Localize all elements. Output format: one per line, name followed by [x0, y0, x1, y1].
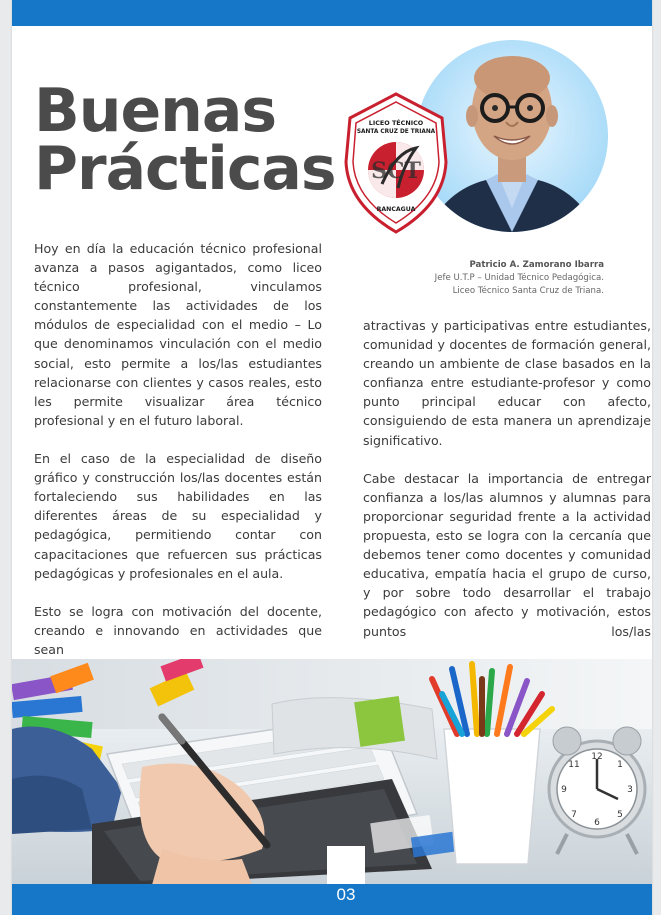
- author-caption: [392, 259, 604, 298]
- logo-top-text-2: SANTA CRUZ DE TRIANA: [356, 129, 436, 135]
- svg-text:11: 11: [568, 760, 580, 770]
- page-number: 03: [336, 885, 356, 904]
- paragraph: Esto se logra con motivación del docente, creando e innovando en actividades que sean: [34, 603, 322, 657]
- title-line-1: Buenas: [34, 76, 277, 146]
- school-crest-icon: [342, 92, 450, 234]
- svg-text:1: 1: [617, 760, 623, 770]
- svg-text:7: 7: [571, 810, 577, 820]
- paragraph: Cabe destacar la importancia de entregar confianza a los/las alumnos y alumnas para proporcionar seguridad frente a la actividad propuesta, esto se logra con la cercanía que debemos tener como docentes y comunidad educativa, empatía hacia el grupo de curso, y por sobre todo desarrollar el trabajo pedagógico con afecto y motivación, estos puntos los/las: [363, 470, 651, 639]
- author-role: Jefe U.T.P – Unidad Técnico Pedagógica.: [434, 273, 604, 283]
- svg-text:9: 9: [561, 785, 567, 795]
- svg-text:12: 12: [591, 752, 603, 762]
- svg-text:6: 6: [594, 818, 600, 828]
- page-number-tab: [327, 846, 365, 884]
- left-column: [34, 239, 322, 678]
- logo-top-text-1: LICEO TÉCNICO: [368, 119, 424, 127]
- title-line-2: Prácticas: [34, 134, 336, 204]
- svg-text:5: 5: [617, 810, 623, 820]
- logo-initials: SCT: [371, 158, 421, 184]
- magazine-page: [12, 0, 652, 915]
- author-name: Patricio A. Zamorano Ibarra: [469, 260, 604, 270]
- logo-bottom-text: RANCAGUA: [376, 206, 416, 213]
- top-accent-bar: [12, 0, 652, 26]
- paragraph: Hoy en día la educación técnico profesional avanza a pasos agigantados, como liceo técnico profesional, vinculamos constantemente las actividades de los módulos de especialidad con el medio – Lo que denominamos vinculación con el medio social, esto permite a los/las estudiantes relacionarse con clientes y casos reales, esto les permite visualizar área técnico profesional y en el futuro laboral.: [34, 241, 322, 428]
- paragraph: En el caso de la especialidad de diseño gráfico y construcción los/las docentes están fortaleciendo sus habilidades en las diferentes áreas de su especialidad y pedagógica, permitiendo contar con capacitaciones que refuercen sus prácticas pedagógicas y profesionales en el aula.: [34, 451, 322, 581]
- svg-text:3: 3: [627, 785, 633, 795]
- paragraph: atractivas y participativas entre estudiantes, comunidad y docentes de formación general, creando un ambiente de clase basados en la confianza entre estudiante-profesor y como punto principal educar con afecto, consiguiendo de esta manera un aprendizaje significativo.: [363, 318, 651, 448]
- right-column: [363, 316, 651, 660]
- page-title: [34, 76, 336, 204]
- author-school: Liceo Técnico Santa Cruz de Triana.: [452, 286, 604, 296]
